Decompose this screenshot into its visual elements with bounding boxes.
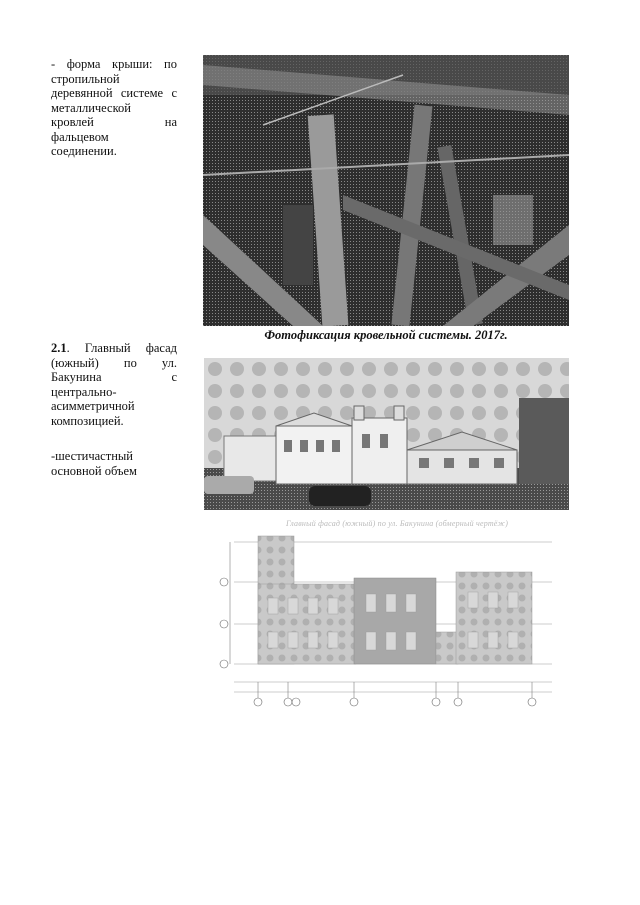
facade-extra-line-2: основной объем bbox=[51, 463, 137, 478]
roof-line-5: кровлей на bbox=[51, 115, 177, 129]
facade-line-3: Бакунина с bbox=[51, 370, 177, 384]
facade-extra-line-1: -шестичастный bbox=[51, 449, 133, 463]
roof-line-6: фальцевом bbox=[51, 129, 109, 144]
section-number: 2.1 bbox=[51, 341, 67, 355]
roof-line-2: стропильной bbox=[51, 71, 120, 86]
roof-description bbox=[51, 57, 177, 159]
roof-line-3: деревянной системе с bbox=[51, 86, 177, 100]
facade-line-2: (южный) по ул. bbox=[51, 355, 177, 370]
facade-line-6: композицией. bbox=[51, 413, 124, 428]
roof-photo-caption: Фотофиксация кровельной системы. 2017г. bbox=[264, 328, 508, 342]
facade-line-1 bbox=[51, 341, 177, 356]
roof-line-1: - форма крыши: по bbox=[51, 57, 177, 71]
roof-line-4: металлической bbox=[51, 100, 131, 115]
roof-photo bbox=[203, 55, 569, 326]
facade-description bbox=[51, 341, 177, 428]
facade-line-5: асимметричной bbox=[51, 399, 135, 413]
roof-line-7: соединении. bbox=[51, 144, 117, 158]
facade-drawing bbox=[216, 532, 552, 708]
facade-photo bbox=[204, 358, 569, 510]
drawing-title: Главный фасад (южный) по ул. Бакунина (обмерный чертёж) bbox=[285, 519, 509, 528]
facade-extra bbox=[51, 449, 177, 478]
facade-line-1-text: . Главный фасад bbox=[66, 341, 177, 355]
facade-line-4: центрально- bbox=[51, 384, 117, 399]
